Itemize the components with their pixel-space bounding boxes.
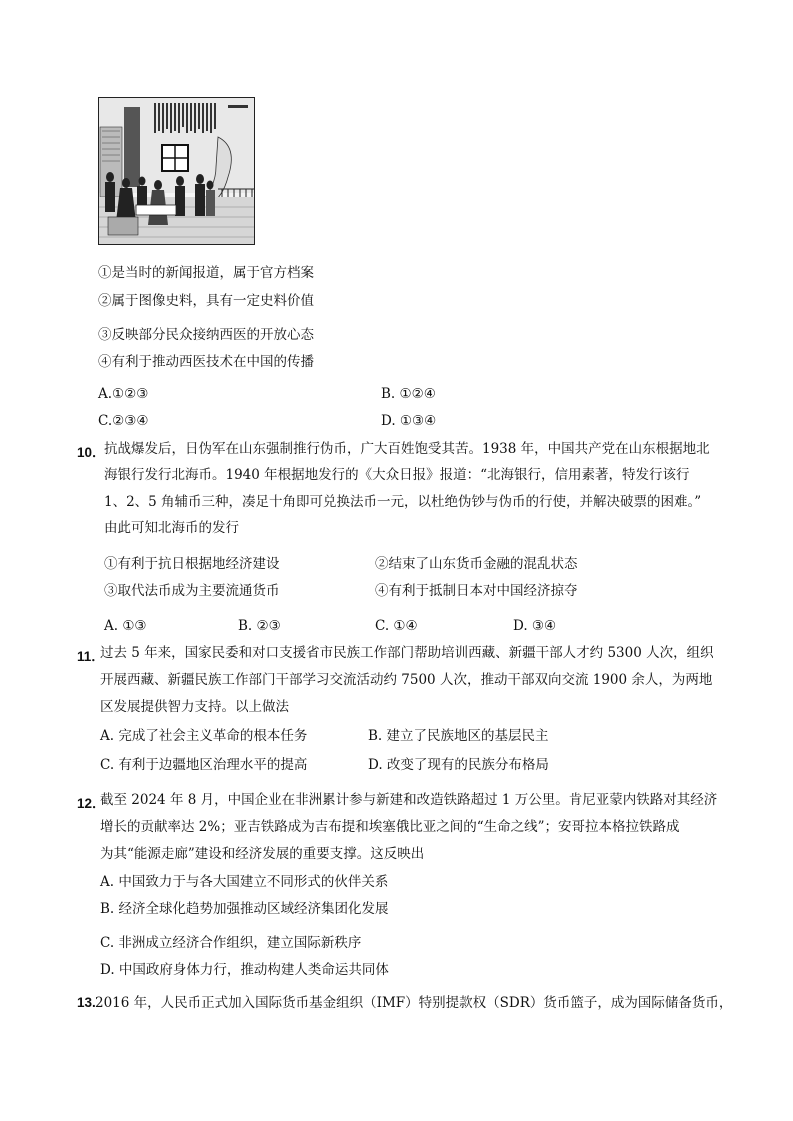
q10-option-b[interactable]: B. ②③ <box>238 618 281 634</box>
q10-statement-4: ④有利于抵制日本对中国经济掠夺 <box>375 583 578 599</box>
q10-number: 10． <box>77 445 106 460</box>
q10-statement-2: ②结束了山东货币金融的混乱状态 <box>375 556 578 572</box>
q13-stem-line-1: 2016 年，人民币正式加入国际货币基金组织（IMF）特别提款权（SDR）货币篮子，成为国际储备货币， <box>95 995 733 1011</box>
q11-option-a[interactable]: A. 完成了社会主义革命的根本任务 <box>100 728 308 744</box>
q10-option-c[interactable]: C. ①④ <box>375 618 418 634</box>
q10-stem-line-2: 海银行发行北海币。1940 年根据地发行的《大众日报》报道：“北海银行，信用素著，特发行该行 <box>104 467 690 483</box>
q11-stem-line-3: 区发展提供智力支持。以上做法 <box>100 699 289 715</box>
q12-option-b[interactable]: B. 经济全球化趋势加强推动区域经济集团化发展 <box>100 901 389 917</box>
q11-stem-line-1: 过去 5 年来，国家民委和对口支援省市民族工作部门帮助培训西藏、新疆干部人才约 5300 人次，组织 <box>100 645 714 661</box>
q9-option-c[interactable]: C.②③④ <box>98 413 149 429</box>
q12-stem-line-3: 为其“能源走廊”建设和经济发展的重要支撑。这反映出 <box>100 846 425 862</box>
q9-statement-3: ③反映部分民众接纳西医的开放心态 <box>98 327 314 343</box>
q13-number: 13. <box>77 995 96 1010</box>
q11-option-d[interactable]: D. 改变了现有的民族分布格局 <box>368 757 549 773</box>
q10-statement-1: ①有利于抗日根据地经济建设 <box>104 556 280 572</box>
q10-stem-line-4: 由此可知北海币的发行 <box>104 520 239 536</box>
historical-illustration <box>98 97 255 245</box>
q10-stem-line-3: 1、2、5 角辅币三种，凑足十角即可兑换法币一元，以杜绝伪钞与伪币的行使，并解决破票的困难。” <box>104 494 702 510</box>
q9-statement-2: ②属于图像史料，具有一定史料价值 <box>98 293 314 309</box>
q12-number: 12． <box>77 796 106 811</box>
q12-option-c[interactable]: C. 非洲成立经济合作组织，建立国际新秩序 <box>100 935 362 951</box>
q9-statement-4: ④有利于推动西医技术在中国的传播 <box>98 354 314 370</box>
q9-statement-1: ①是当时的新闻报道，属于官方档案 <box>98 265 314 281</box>
q11-option-b[interactable]: B. 建立了民族地区的基层民主 <box>368 728 549 744</box>
q12-option-d[interactable]: D. 中国政府身体力行，推动构建人类命运共同体 <box>100 962 389 978</box>
q11-number: 11． <box>77 649 105 664</box>
q10-statement-3: ③取代法币成为主要流通货币 <box>104 583 280 599</box>
q11-stem-line-2: 开展西藏、新疆民族工作部门干部学习交流活动约 7500 人次，推动干部双向交流 1900 余人，为两地 <box>100 672 713 688</box>
q10-stem-line-1: 抗战爆发后，日伪军在山东强制推行伪币，广大百姓饱受其苦。1938 年，中国共产党在山东根据地北 <box>104 441 710 457</box>
q12-stem-line-1: 截至 2024 年 8 月，中国企业在非洲累计参与新建和改造铁路超过 1 万公里。肯尼亚蒙内铁路对其经济 <box>100 792 718 808</box>
q12-option-a[interactable]: A. 中国致力于与各大国建立不同形式的伙伴关系 <box>100 874 389 890</box>
q11-option-c[interactable]: C. 有利于边疆地区治理水平的提高 <box>100 757 308 773</box>
q9-option-b[interactable]: B. ①②④ <box>381 386 436 402</box>
q9-option-a[interactable]: A.①②③ <box>98 386 149 402</box>
q9-option-d[interactable]: D. ①③④ <box>381 413 437 429</box>
q12-stem-line-2: 增长的贡献率达 2%；亚吉铁路成为吉布提和埃塞俄比亚之间的“生命之线”；安哥拉本格拉铁路成 <box>100 819 680 835</box>
q10-option-a[interactable]: A. ①③ <box>104 618 147 634</box>
q10-option-d[interactable]: D. ③④ <box>513 618 557 634</box>
